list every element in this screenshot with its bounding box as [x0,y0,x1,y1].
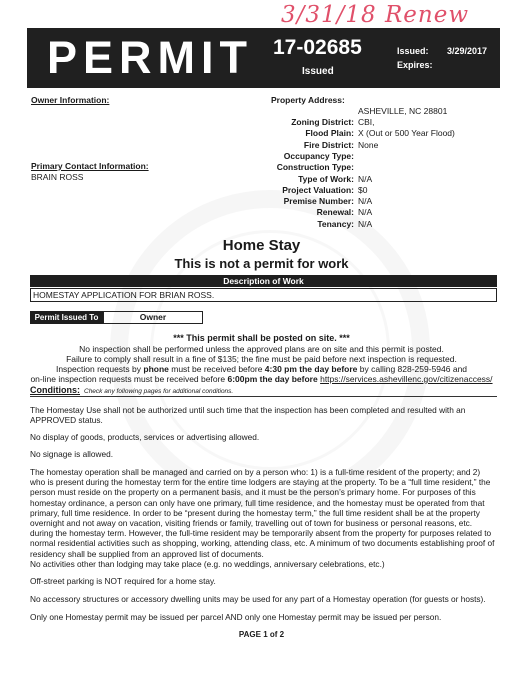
property-field-label: Project Valuation: [282,184,354,195]
primary-contact-name: BRAIN ROSS [31,172,84,182]
property-field-label: Renewal: [316,207,354,218]
property-field-label: Flood Plain: [305,128,354,139]
permit-banner [27,28,500,88]
conditions-header [30,385,233,395]
condition-paragraph: The homestay operation shall be managed and carried on by a person who: 1) is a full-time resident of the property; and 2) who is present during the homestay term for the entire time lodgers are staying at the property. To be a “full time resident,” the person must reside on the property on a permanent basis, and it must be the person’s primary home. For purposes of this homestay ordinance, a person can only have one primary, full time residence, and the homestay must be operated from that primary, full time residence. In order to be “present during the homestay term,” the full time resident shall be at the property overnight and not away on vacation, visiting friends or family, travelling out of town for business or personal reasons, etc. during the homestay term. However, the full-time resident may be temporarily absent from the property for purposes related to normal residential activities such as shopping, working, attending class, etc. A minimum of two documents establishing proof of residency shall be supplied from an approved list of documents. [30,467,495,559]
property-address-label: Property Address: [271,95,345,105]
citizen-access-link[interactable]: https://services.ashevillenc.gov/citizenaccess/ [320,374,493,384]
property-field-label: Fire District: [303,139,354,150]
handwritten-renew-note: 3/31/18 Renew [281,2,470,28]
owner-information-label: Owner Information: [31,95,110,105]
issued-label: Issued: [397,46,429,56]
property-address-line2: ASHEVILLE, NC 28801 [358,106,448,116]
property-field-value: N/A [358,207,373,218]
property-field-row [230,207,500,218]
property-field-value: CBI, [358,117,375,127]
issued-to-value: Owner [103,311,203,324]
posting-line4: on-line inspection requests must be received before 6:00pm the day before https://services.ashevillenc.gov/citizenaccess/ [30,374,493,384]
property-field-row [230,140,500,151]
property-field-row [230,151,500,162]
condition-paragraph: Only one Homestay permit may be issued per parcel AND only one Homestay permit may be issued per person. [30,612,442,622]
condition-paragraph: No accessory structures or accessory dwelling units may be used for any part of a Homestay operation (for guests or hosts). [30,594,486,604]
primary-contact-label: Primary Contact Information: [31,161,149,171]
posting-line2: Failure to comply shall result in a fine of $135; the fine must be paid before next inspection is requested. [66,354,457,364]
page-heading: Home Stay [222,237,301,254]
property-field-label: Zoning District: [291,117,354,127]
description-header: Description of Work [30,275,497,287]
property-field-row [230,219,500,230]
permit-number: 17-02685 [273,36,362,59]
property-field-value: N/A [358,196,373,207]
description-text: HOMESTAY APPLICATION FOR BRIAN ROSS. [30,288,497,302]
posting-title: *** This permit shall be posted on site. *** [173,333,350,343]
property-field-value: N/A [358,173,373,184]
conditions-title: Conditions: [30,385,80,395]
property-field-value: X (Out or 500 Year Flood) [358,128,455,139]
property-field-value: N/A [358,218,373,229]
property-field-row [230,128,500,139]
permit-title: PERMIT [47,32,254,83]
property-field-label: Occupancy Type: [283,150,354,161]
property-field-row [230,162,500,173]
expires-label: Expires: [397,60,433,70]
issued-date: 3/29/2017 [447,46,488,56]
property-field-label: Type of Work: [298,173,354,184]
issued-to-label: Permit Issued To [30,311,103,324]
property-field-label: Tenancy: [317,218,354,229]
property-field-row [230,174,500,185]
posting-line1: No inspection shall be performed unless the approved plans are on site and this permit is posted. [79,344,444,354]
conditions-note: Check any following pages for additional conditions. [84,388,234,395]
permit-status: Issued [302,66,334,77]
property-field-row [230,185,500,196]
posting-line3: Inspection requests by phone must be received before 4:30 pm the day before by calling 828-259-5946 and [55,364,468,374]
property-field-label: Construction Type: [276,162,354,173]
page-number: PAGE 1 of 2 [238,630,285,639]
property-field-row [230,196,500,207]
condition-paragraph: The Homestay Use shall not be authorized until such time that the inspection has been completed and resulted with an APPROVED status. [30,405,466,426]
property-field-label: Premise Number: [283,196,354,207]
condition-paragraph: No activities other than lodging may take place (e.g. no weddings, anniversary celebrations, etc.) [30,559,385,569]
condition-paragraph: No signage is allowed. [30,449,114,459]
condition-paragraph: Off-street parking is NOT required for a home stay. [30,576,216,586]
property-field-value: None [358,139,379,150]
page-subheading: This is not a permit for work [174,256,349,271]
property-field-value: $0 [358,184,368,195]
property-field-row [230,117,500,128]
conditions-divider [30,396,497,397]
condition-paragraph: No display of goods, products, services or advertising allowed. [30,432,260,442]
